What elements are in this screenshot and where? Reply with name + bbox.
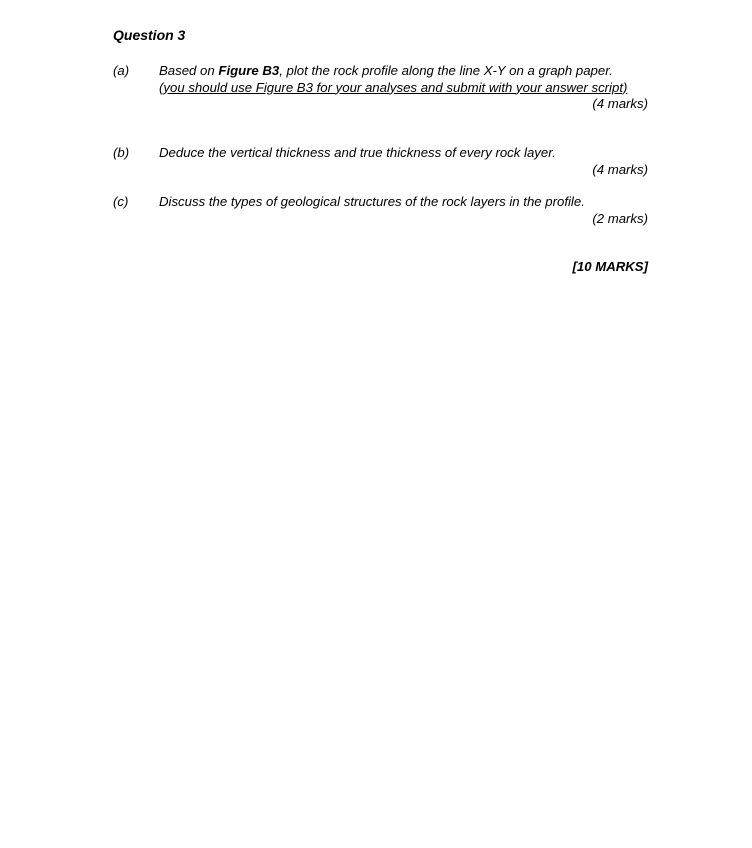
part-note: (you should use Figure B3 for your analyses and submit with your answer script): [159, 79, 628, 95]
part-marks: (2 marks): [592, 210, 648, 226]
part-marks: (4 marks): [592, 96, 648, 111]
total-marks: [10 MARKS]: [572, 259, 648, 274]
part-marks: (4 marks): [592, 161, 648, 177]
part-label: (a): [113, 63, 130, 78]
part-label: (c): [113, 194, 129, 209]
part-body: [159, 145, 648, 178]
question-title: Question 3: [113, 27, 186, 43]
part-question-text: Based on Figure B3, plot the rock profile along the line X-Y on a graph paper.: [159, 63, 613, 78]
part-body: [159, 63, 648, 113]
part-body: [159, 194, 648, 227]
part-question-text: Deduce the vertical thickness and true thickness of every rock layer.: [159, 145, 556, 160]
part-label: (b): [113, 145, 130, 160]
part-question-text: Discuss the types of geological structures of the rock layers in the profile.: [159, 194, 585, 209]
figure-reference: Figure B3: [218, 63, 280, 78]
